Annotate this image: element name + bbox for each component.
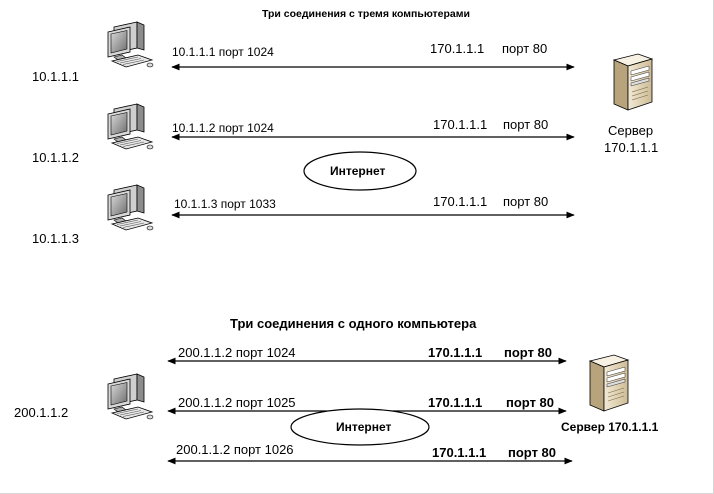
- server-port-label: порт 80: [503, 117, 549, 132]
- client-ip-label: 10.1.1.1: [32, 69, 79, 84]
- desktop-computer-icon: [108, 185, 153, 230]
- client-ip-label: 200.1.1.2: [14, 405, 69, 420]
- server-port-label: порт 80: [506, 395, 555, 410]
- desktop-computer-icon: [108, 374, 153, 419]
- client-port-label: 10.1.1.1 порт 1024: [172, 45, 274, 59]
- internet-label: Интернет: [330, 164, 386, 178]
- server-ip-label: 170.1.1.1: [428, 345, 483, 360]
- client-port-label: 200.1.1.2 порт 1024: [178, 345, 296, 360]
- server-ip-label: 170.1.1.1: [430, 41, 485, 56]
- server-port-label: порт 80: [508, 445, 557, 460]
- internet-label: Интернет: [336, 420, 392, 434]
- desktop-computer-icon: [108, 22, 153, 67]
- server-port-label: порт 80: [504, 345, 553, 360]
- client-port-label: 10.1.1.2 порт 1024: [172, 121, 274, 135]
- client-ip-label: 10.1.1.2: [32, 150, 79, 165]
- client-ip-label: 10.1.1.3: [32, 231, 79, 246]
- bottom-diagram-title: Три соединения с одного компьютера: [230, 316, 477, 331]
- client-port-label: 200.1.1.2 порт 1026: [176, 442, 294, 457]
- client-port-label: 10.1.1.3 порт 1033: [174, 197, 276, 211]
- server-ip-label: 170.1.1.1: [433, 194, 488, 209]
- server-ip-label: 170.1.1.1: [432, 445, 487, 460]
- server-ip-label: 170.1.1.1: [428, 395, 483, 410]
- tower-server-icon: [590, 355, 628, 411]
- server-name-label: Сервер 170.1.1.1: [561, 420, 659, 434]
- server-port-label: порт 80: [502, 41, 548, 56]
- server-ip-caption: 170.1.1.1: [604, 140, 659, 155]
- server-name-label: Сервер: [608, 123, 654, 138]
- server-ip-label: 170.1.1.1: [433, 117, 488, 132]
- tower-server-icon: [614, 54, 652, 110]
- server-port-label: порт 80: [503, 194, 549, 209]
- top-diagram-title: Три соединения с тремя компьютерами: [262, 8, 470, 20]
- client-port-label: 200.1.1.2 порт 1025: [178, 395, 296, 410]
- desktop-computer-icon: [108, 104, 153, 149]
